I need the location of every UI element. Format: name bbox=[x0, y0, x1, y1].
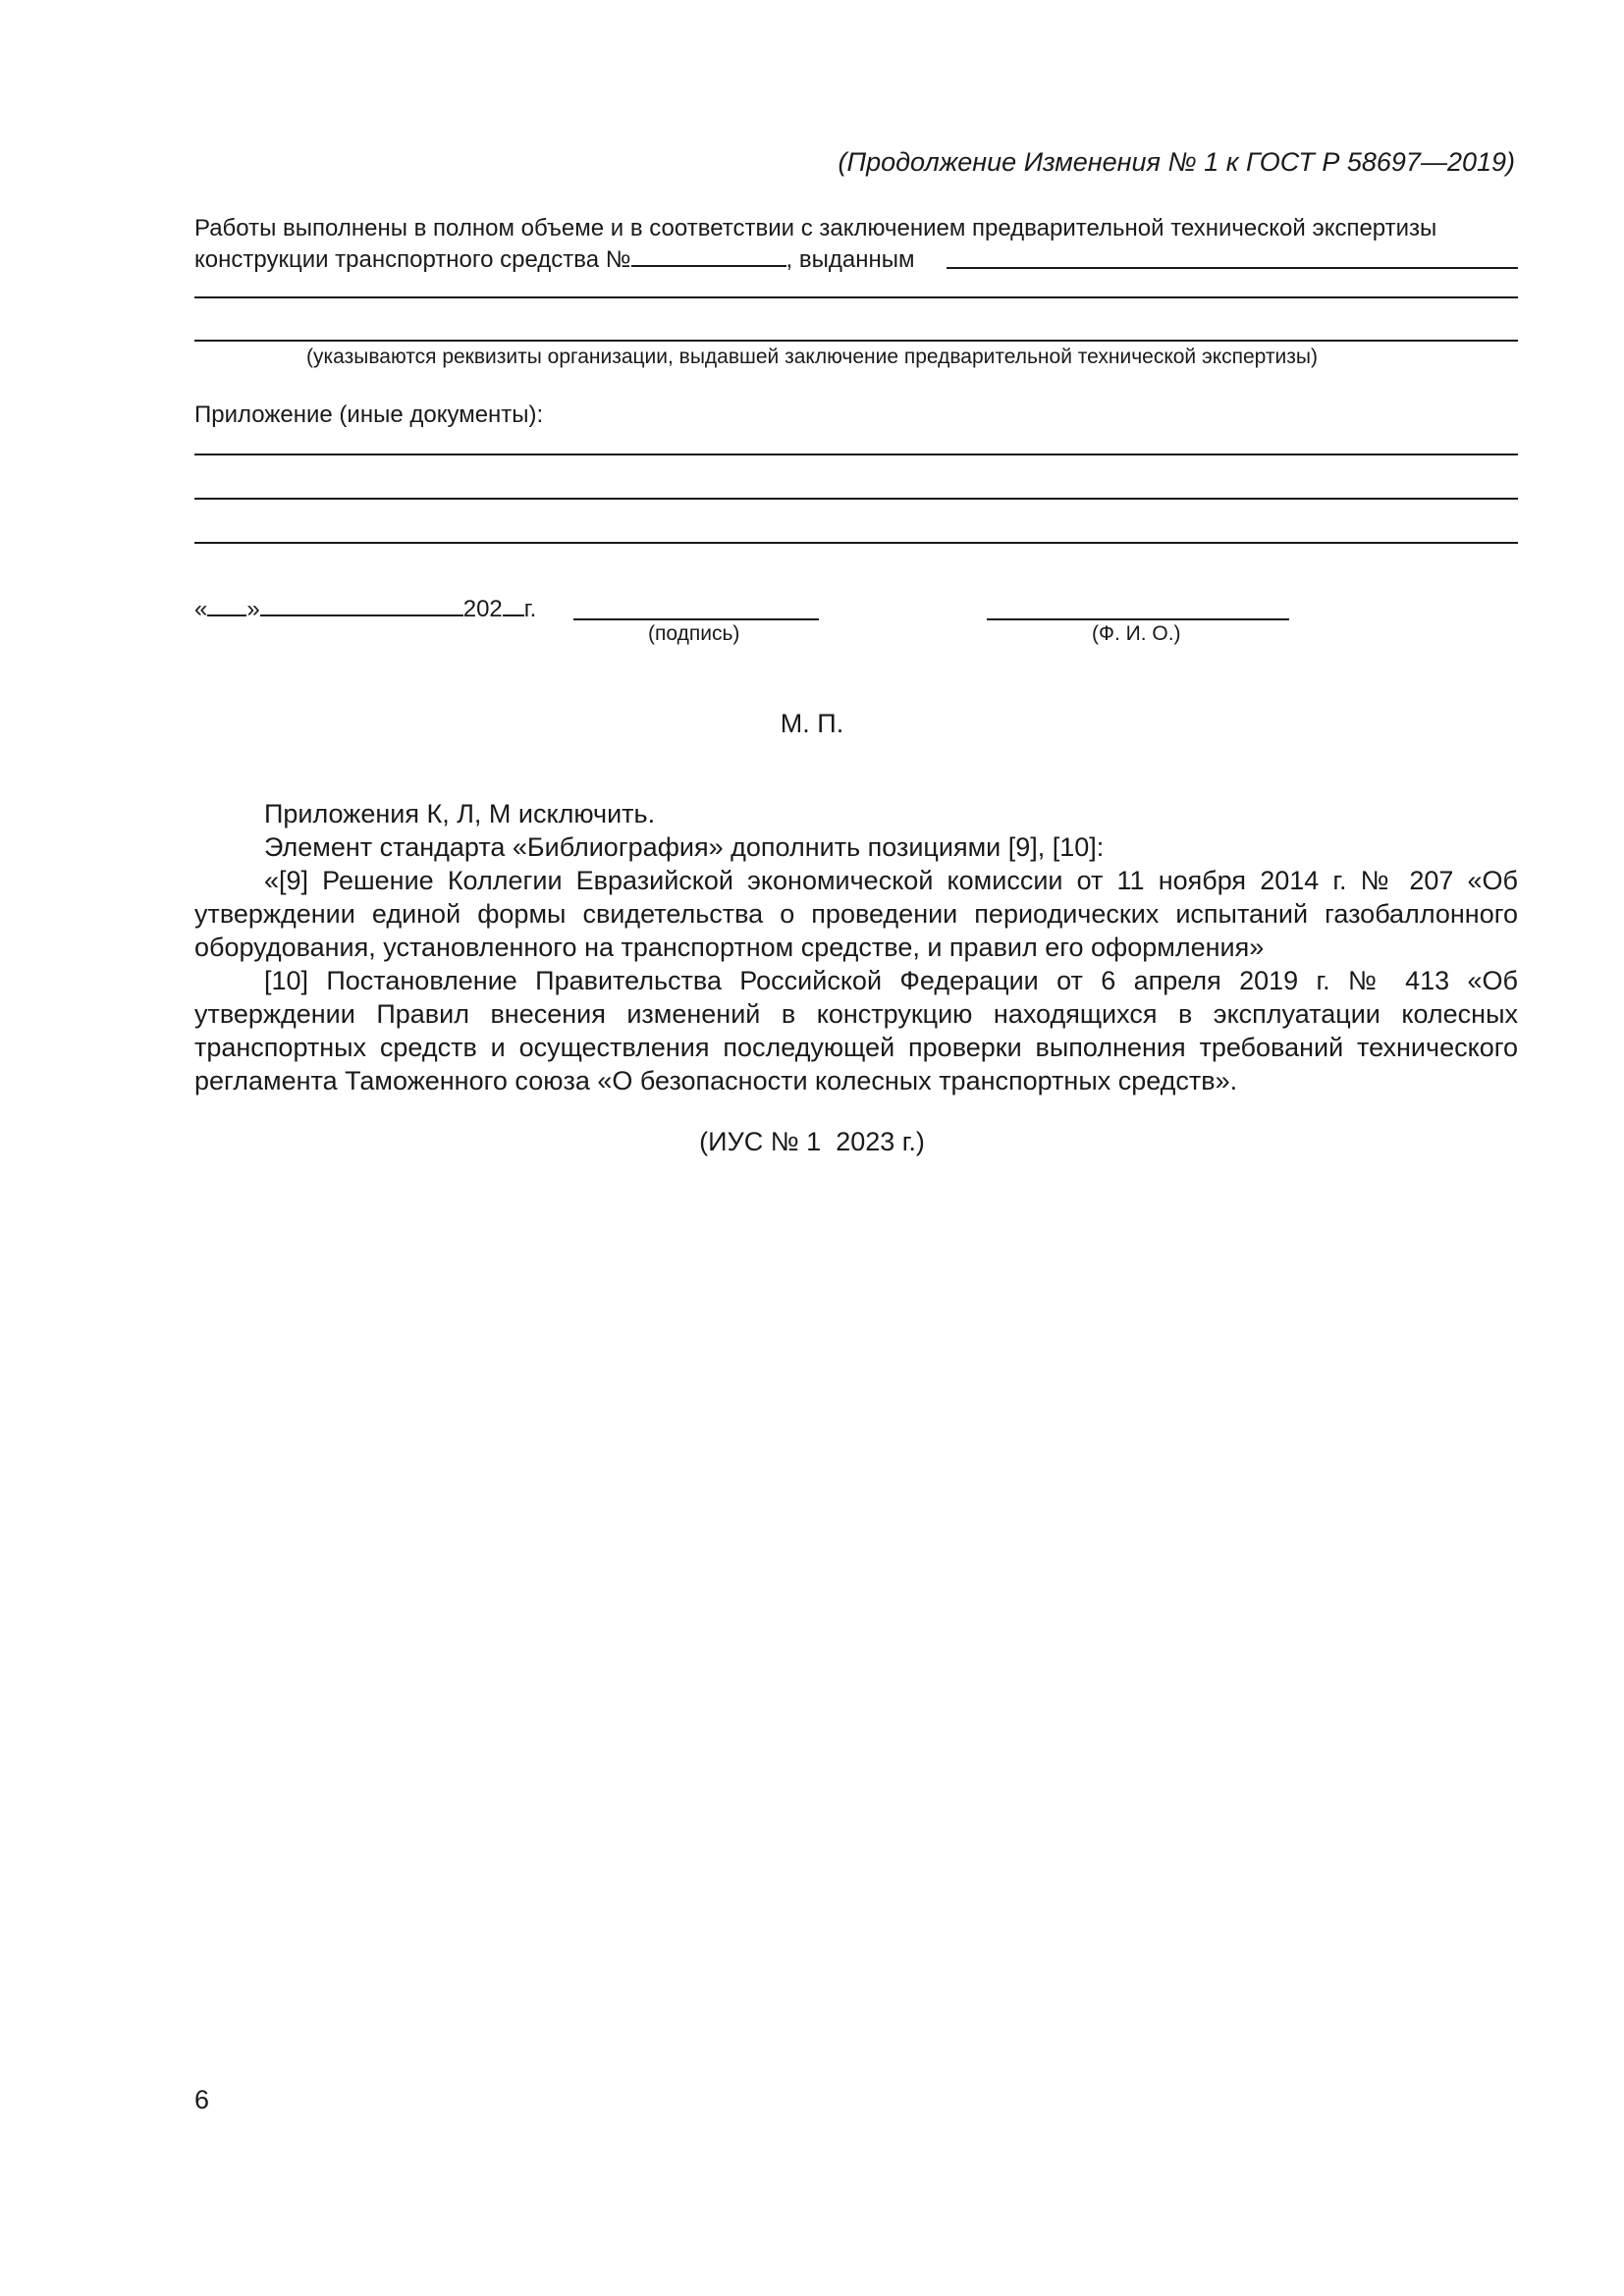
year-prefix: 202 bbox=[462, 596, 503, 622]
year-suffix: г. bbox=[523, 596, 537, 622]
fio-caption: (Ф. И. О.) bbox=[1092, 622, 1181, 645]
month-blank[interactable] bbox=[260, 591, 463, 616]
date-close-quote: » bbox=[246, 596, 260, 622]
para-bibliography-10: [10] Постановление Правительства Российской Федерации от 6 апреля 2019 г. № 413 «Об утверждении Правил внесения изменений в конструкцию находящихся в эксплуатации колесных транспортных средств и осуществления последующей проверки выполнения требований технического регламента Таможенного союза «О безопасности колесных транспортных средств». bbox=[194, 966, 1518, 1095]
stamp-mark: М. П. bbox=[780, 709, 844, 738]
day-blank[interactable] bbox=[207, 591, 246, 616]
attachments-line-3[interactable] bbox=[194, 542, 1518, 544]
year-blank[interactable] bbox=[503, 591, 524, 616]
date-open-quote: « bbox=[194, 596, 208, 622]
date-signature-row bbox=[194, 591, 536, 626]
signature-blank[interactable] bbox=[573, 618, 819, 620]
para-bibliography-9: «[9] Решение Коллегии Евразийской экономической комиссии от 11 ноября 2014 г. № 207 «Об утверждении единой формы свидетельства о проведении периодических испытаний газобаллонного оборудования, установленного на транспортном средстве, и правил его оформления» bbox=[194, 866, 1518, 962]
requisites-line-2[interactable] bbox=[194, 340, 1518, 342]
form-line-1: Работы выполнены в полном объеме и в соответствии с заключением предварительной технической экспертизы bbox=[194, 215, 1437, 241]
vehicle-number-label: конструкции транспортного средства № bbox=[194, 246, 631, 273]
issued-by-blank[interactable] bbox=[947, 267, 1518, 269]
ius-reference: (ИУС № 1 2023 г.) bbox=[699, 1127, 925, 1156]
para-bibliography-intro: Элемент стандарта «Библиография» дополнить позициями [9], [10]: bbox=[264, 832, 1105, 862]
requisites-caption: (указываются реквизиты организации, выдавшей заключение предварительной технической экспертизы) bbox=[306, 346, 1318, 368]
attachments-line-1[interactable] bbox=[194, 454, 1518, 455]
continuation-header: (Продолжение Изменения № 1 к ГОСТ Р 58697—2019) bbox=[838, 147, 1515, 177]
attachments-line-2[interactable] bbox=[194, 498, 1518, 500]
vehicle-number-blank[interactable] bbox=[631, 241, 786, 267]
form-line-2 bbox=[194, 241, 914, 277]
amendment-body bbox=[194, 797, 1518, 1097]
signature-caption: (подпись) bbox=[648, 622, 740, 645]
fio-blank[interactable] bbox=[987, 618, 1289, 620]
requisites-line-1[interactable] bbox=[194, 296, 1518, 298]
issued-by-label: , выданным bbox=[785, 246, 915, 273]
page-number: 6 bbox=[194, 2085, 210, 2114]
para-exclude-annexes: Приложения К, Л, М исключить. bbox=[264, 799, 656, 828]
attachments-label: Приложение (иные документы): bbox=[194, 401, 544, 428]
